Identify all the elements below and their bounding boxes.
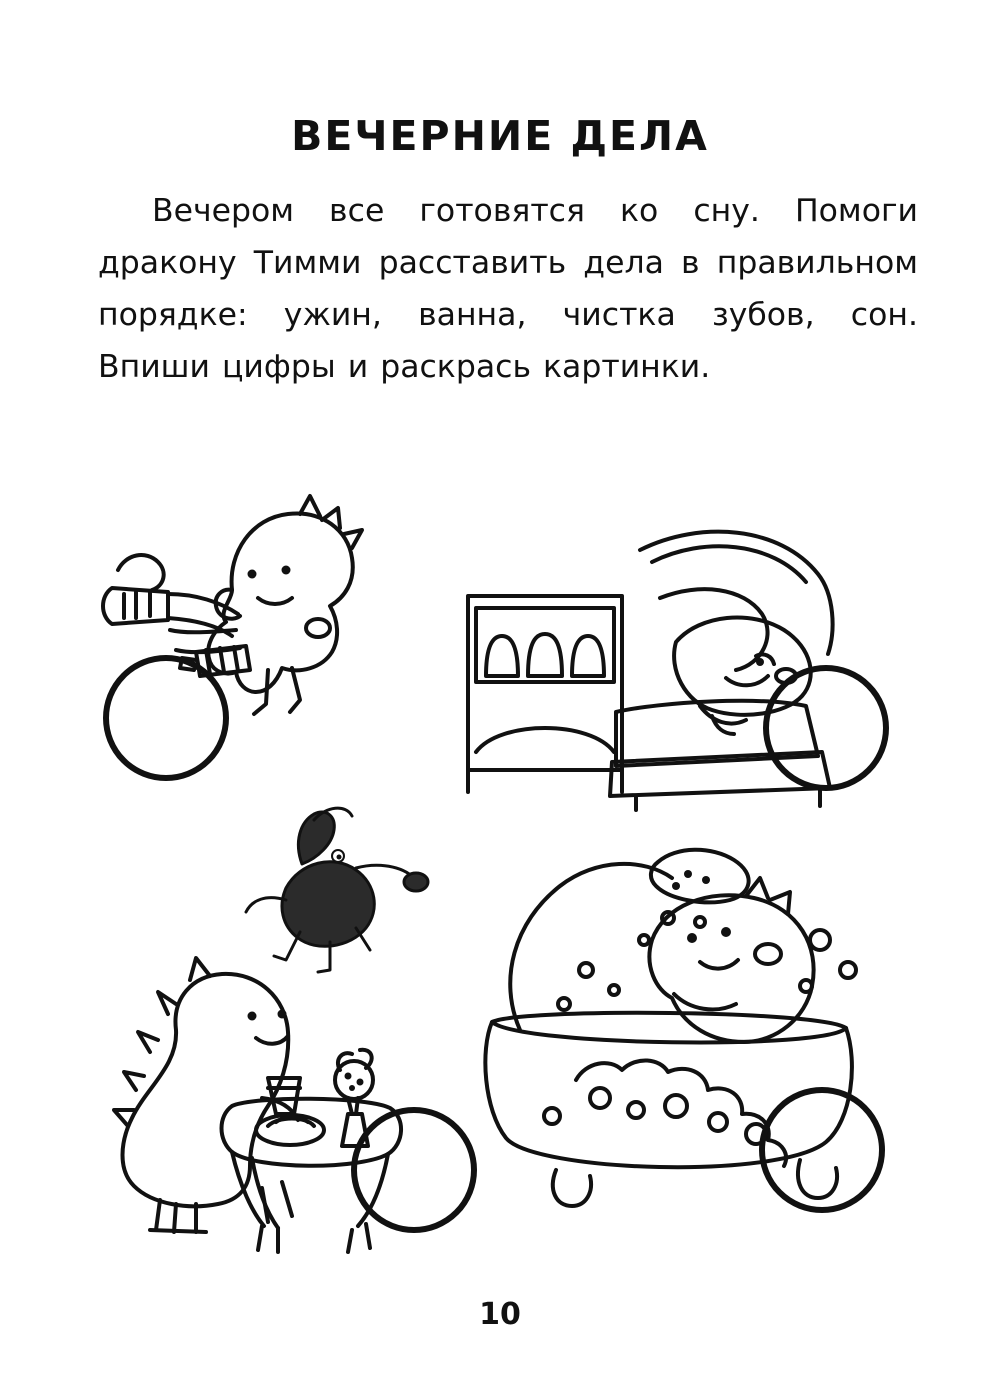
page-number: 10 [479, 1297, 521, 1332]
bath-scene [485, 850, 856, 1206]
page-title: ВЕЧЕРНИЕ ДЕЛА [291, 112, 709, 160]
illustration-area [0, 470, 1000, 1260]
instruction-paragraph: Вечером все готовятся ко сну. Помоги дракону Тимми расставить дела в правильном порядке: ужин, ванна, чистка зубов, сон. Впиши цифры и раскрась картинки. [98, 193, 918, 385]
answer-circle-tooth-brushing[interactable] [106, 658, 226, 778]
answer-circle-dinner[interactable] [354, 1110, 474, 1230]
running-dog-decoration [246, 808, 428, 972]
answer-circle-bath[interactable] [762, 1090, 882, 1210]
tooth-brushing-scene [103, 496, 362, 714]
dinner-at-table-scene [114, 958, 401, 1252]
